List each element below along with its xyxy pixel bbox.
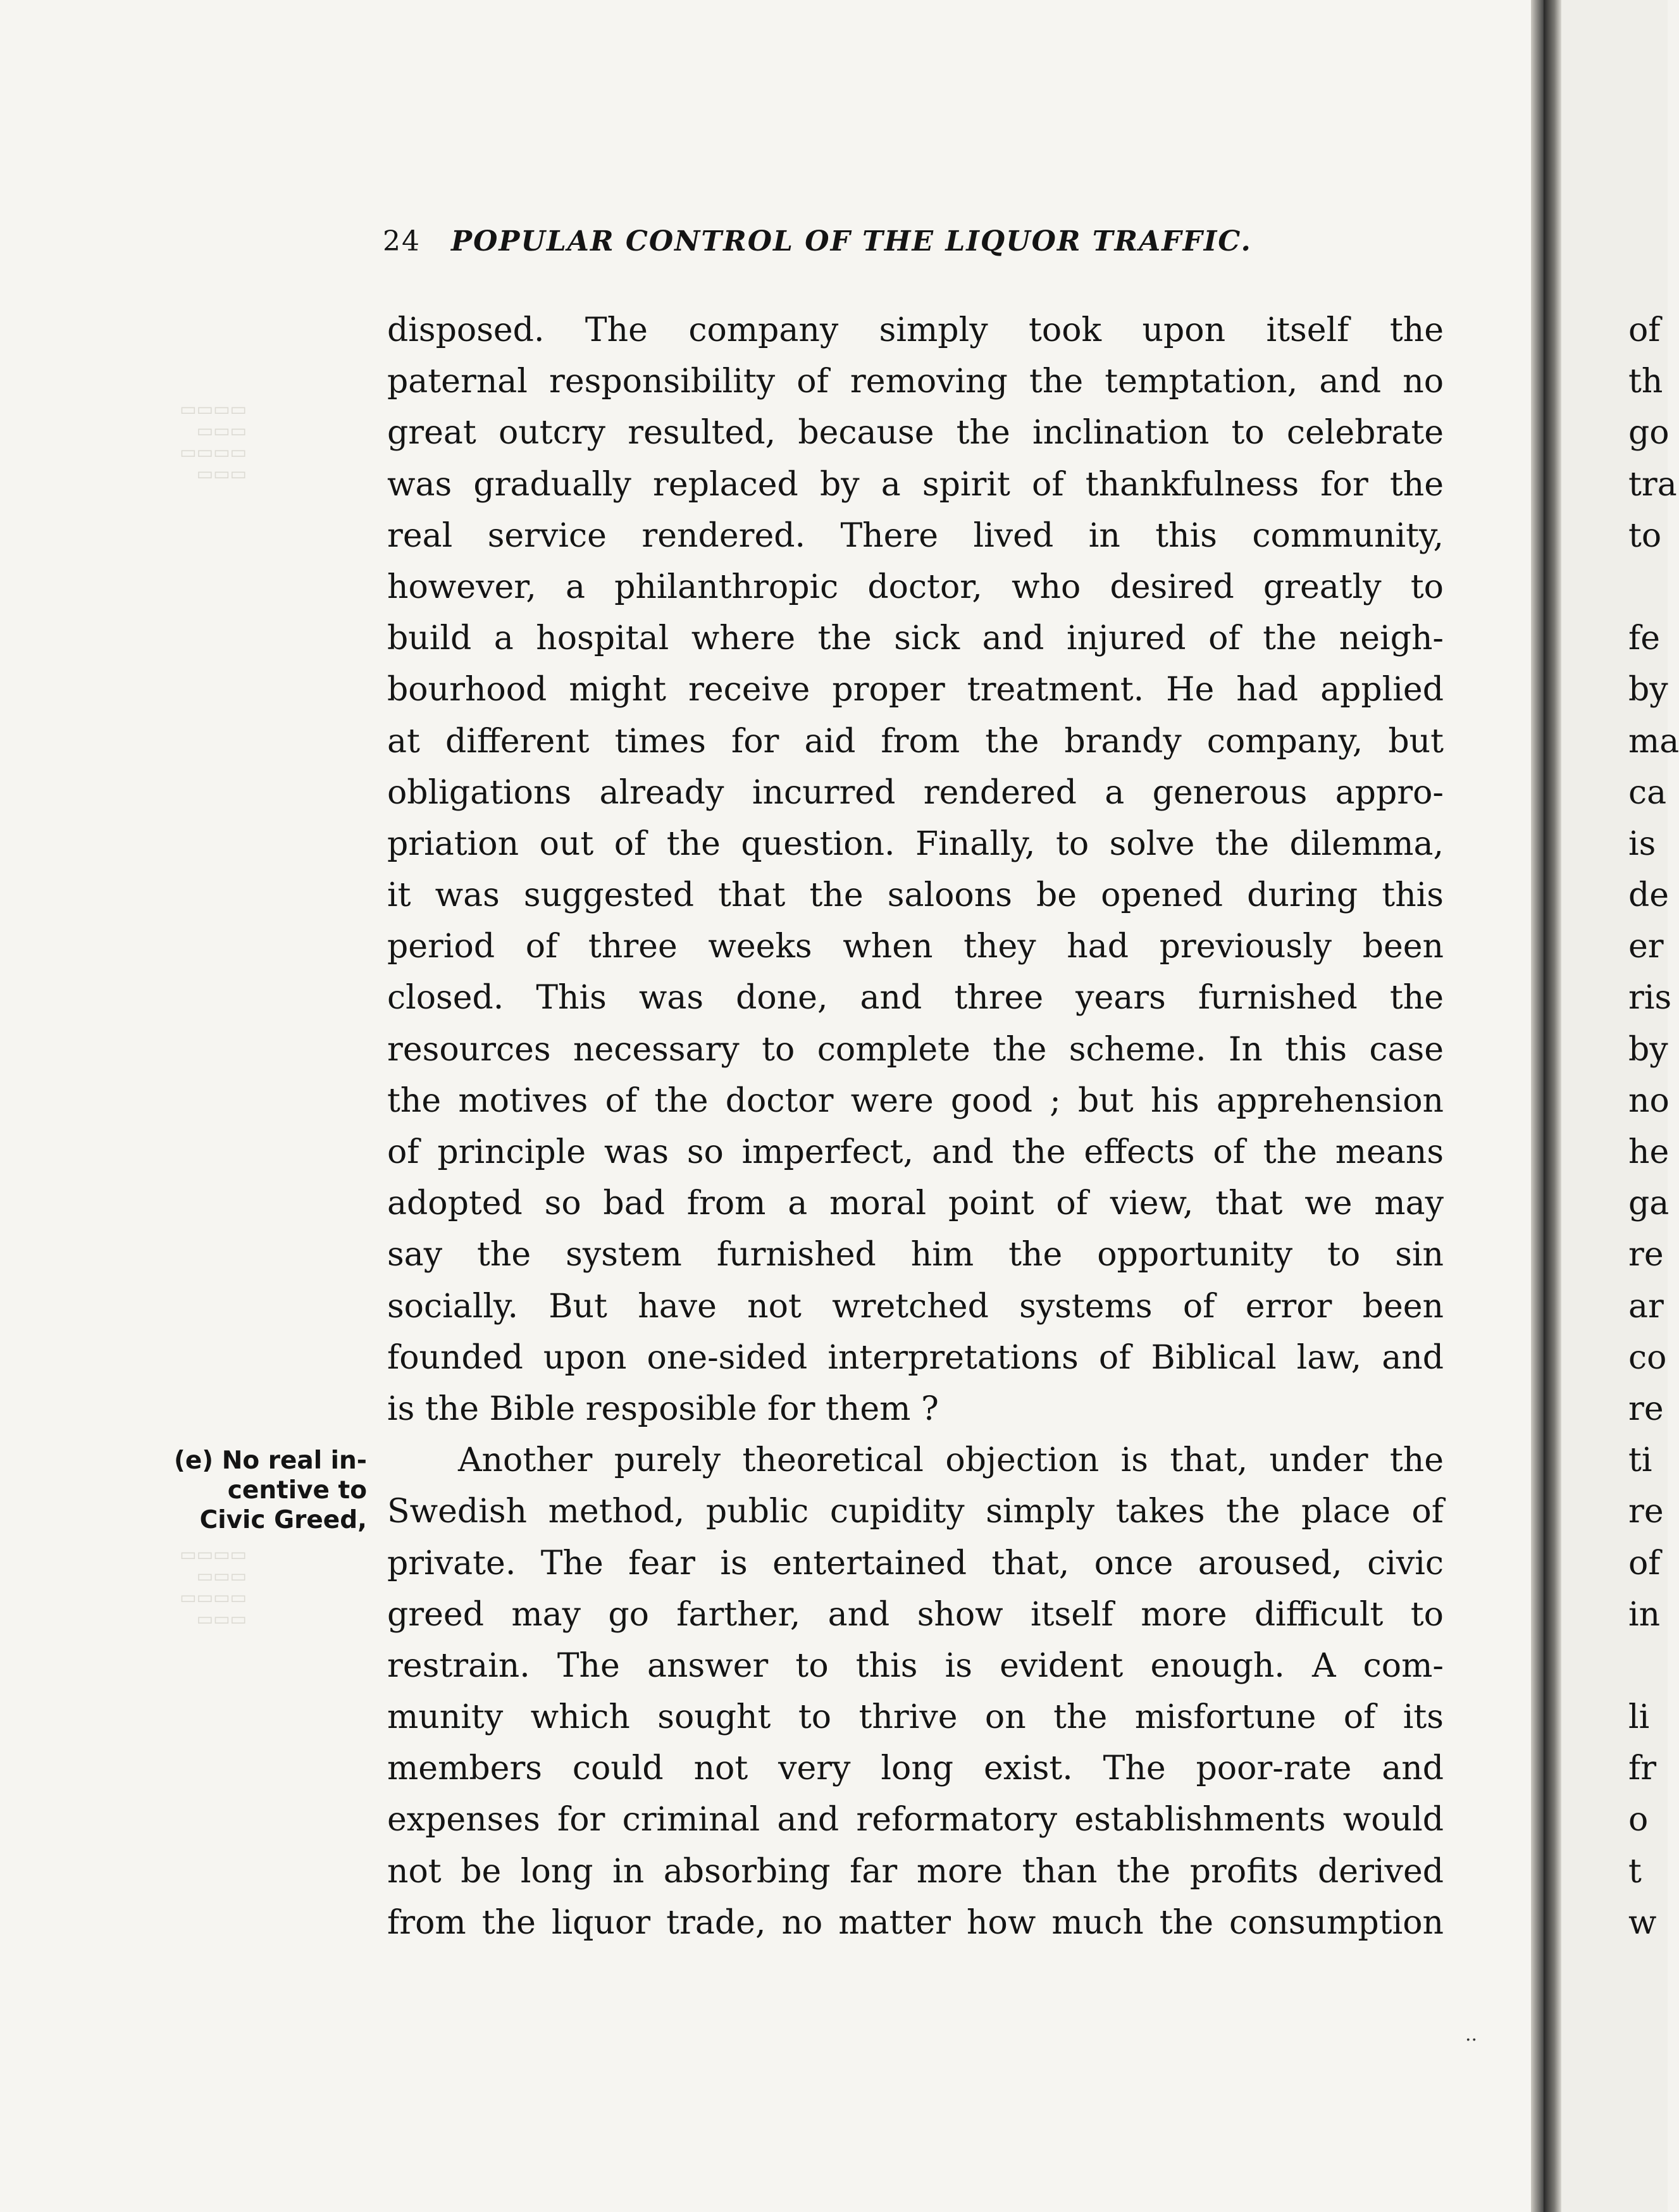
facing-fragment: li (1628, 1698, 1650, 1737)
facing-fragment: w (1628, 1903, 1657, 1942)
bleed-through-note-top: ▭▭▭▭ ▭▭▭ ▭▭▭▭ ▭▭▭ (180, 399, 247, 484)
text-line: of principle was so imperfect, and the effects of the means (387, 1133, 1444, 1171)
text-line: closed. This was done, and three years furnished the (387, 979, 1444, 1017)
facing-fragment: ti (1628, 1441, 1652, 1480)
facing-fragment (1628, 1641, 1668, 1692)
facing-fragment: ca (1628, 773, 1667, 812)
text-line: build a hospital where the sick and injured of the neigh- (387, 619, 1444, 658)
facing-fragment: co (1628, 1338, 1667, 1377)
facing-fragment: er (1628, 928, 1664, 966)
text-line: munity which sought to thrive on the misfortune of its (387, 1698, 1444, 1737)
text-line: not be long in absorbing far more than the profits derived (387, 1852, 1444, 1891)
facing-fragment: ris (1628, 979, 1672, 1017)
text-line: say the system furnished him the opportunity to sin (387, 1236, 1444, 1274)
bleed-through-note-bottom: ▭▭▭▭ ▭▭▭ ▭▭▭▭ ▭▭▭ (180, 1544, 247, 1629)
facing-fragment (1628, 562, 1668, 613)
facing-fragment: th (1628, 363, 1663, 401)
sidenote-line: (e) No real in- (174, 1446, 367, 1475)
text-line: private. The fear is entertained that, once aroused, civic (387, 1544, 1444, 1582)
text-line: socially. But have not wretched systems of error been (387, 1287, 1444, 1326)
facing-fragment: he (1628, 1133, 1670, 1171)
page-number: 24 (383, 225, 421, 258)
gutter-shadow (1544, 0, 1561, 2212)
text-line: disposed. The company simply took upon itself the (387, 311, 1444, 349)
text-line: real service rendered. There lived in this community, (387, 516, 1444, 555)
text-line: founded upon one-sided interpretations of Biblical law, and (387, 1338, 1444, 1377)
text-line: Swedish method, public cupidity simply takes the place of (387, 1493, 1444, 1531)
facing-fragment: ar (1628, 1287, 1664, 1326)
text-line: period of three weeks when they had previously been (387, 928, 1444, 966)
marginal-sidenote (114, 1446, 367, 1535)
facing-fragment: o (1628, 1801, 1649, 1839)
body-text (387, 305, 1444, 1949)
facing-fragment: of (1628, 311, 1661, 349)
text-line: obligations already incurred rendered a generous appro- (387, 773, 1444, 812)
facing-fragment: ma (1628, 722, 1679, 761)
facing-fragment: tra (1628, 465, 1677, 504)
text-line: from the liquor trade, no matter how much the consumption (387, 1903, 1444, 1942)
text-line: resources necessary to complete the scheme. In this case (387, 1030, 1444, 1069)
text-line: great outcry resulted, because the inclination to celebrate (387, 414, 1444, 452)
facing-fragment: by (1628, 1030, 1668, 1069)
text-line: restrain. The answer to this is evident enough. A com- (387, 1646, 1444, 1685)
text-line: members could not very long exist. The poor-rate and (387, 1749, 1444, 1788)
facing-page-fragments (1628, 305, 1679, 1949)
facing-fragment: re (1628, 1493, 1664, 1531)
text-line: the motives of the doctor were good ; but his apprehension (387, 1081, 1444, 1120)
text-line: adopted so bad from a moral point of view, that we may (387, 1184, 1444, 1223)
ink-specks: .. (1465, 2023, 1478, 2046)
facing-fragment: is (1628, 824, 1656, 863)
facing-fragment: go (1628, 414, 1670, 452)
text-line: at different times for aid from the brandy company, but (387, 722, 1444, 761)
paragraph-start-line: Another purely theoretical objection is that, under the (458, 1441, 1444, 1480)
facing-fragment: fr (1628, 1749, 1657, 1788)
running-title: POPULAR CONTROL OF THE LIQUOR TRAFFIC. (451, 225, 1252, 258)
facing-fragment: de (1628, 876, 1670, 915)
facing-fragment: no (1628, 1081, 1670, 1120)
text-line: paternal responsibility of removing the temptation, and no (387, 363, 1444, 401)
facing-fragment: re (1628, 1236, 1664, 1274)
sidenote-line: centive to (227, 1476, 367, 1505)
facing-fragment: ga (1628, 1184, 1670, 1223)
facing-fragment: re (1628, 1389, 1664, 1428)
text-line: however, a philanthropic doctor, who desired greatly to (387, 568, 1444, 606)
paragraph-end-line: is the Bible resposible for them ? (387, 1389, 939, 1428)
facing-fragment: of (1628, 1544, 1661, 1582)
text-line: bourhood might receive proper treatment. He had applied (387, 671, 1444, 709)
text-line: priation out of the question. Finally, to solve the dilemma, (387, 824, 1444, 863)
facing-fragment: to (1628, 516, 1662, 555)
facing-fragment: fe (1628, 619, 1661, 658)
running-head (383, 221, 1452, 262)
facing-fragment: in (1628, 1595, 1661, 1634)
facing-fragment: t (1628, 1852, 1642, 1891)
text-line: it was suggested that the saloons be opened during this (387, 876, 1444, 915)
text-line: expenses for criminal and reformatory establishments would (387, 1801, 1444, 1839)
text-line: was gradually replaced by a spirit of thankfulness for the (387, 465, 1444, 504)
facing-fragment: by (1628, 671, 1668, 709)
sidenote-line: Civic Greed, (199, 1506, 367, 1534)
text-line: greed may go farther, and show itself more difficult to (387, 1595, 1444, 1634)
